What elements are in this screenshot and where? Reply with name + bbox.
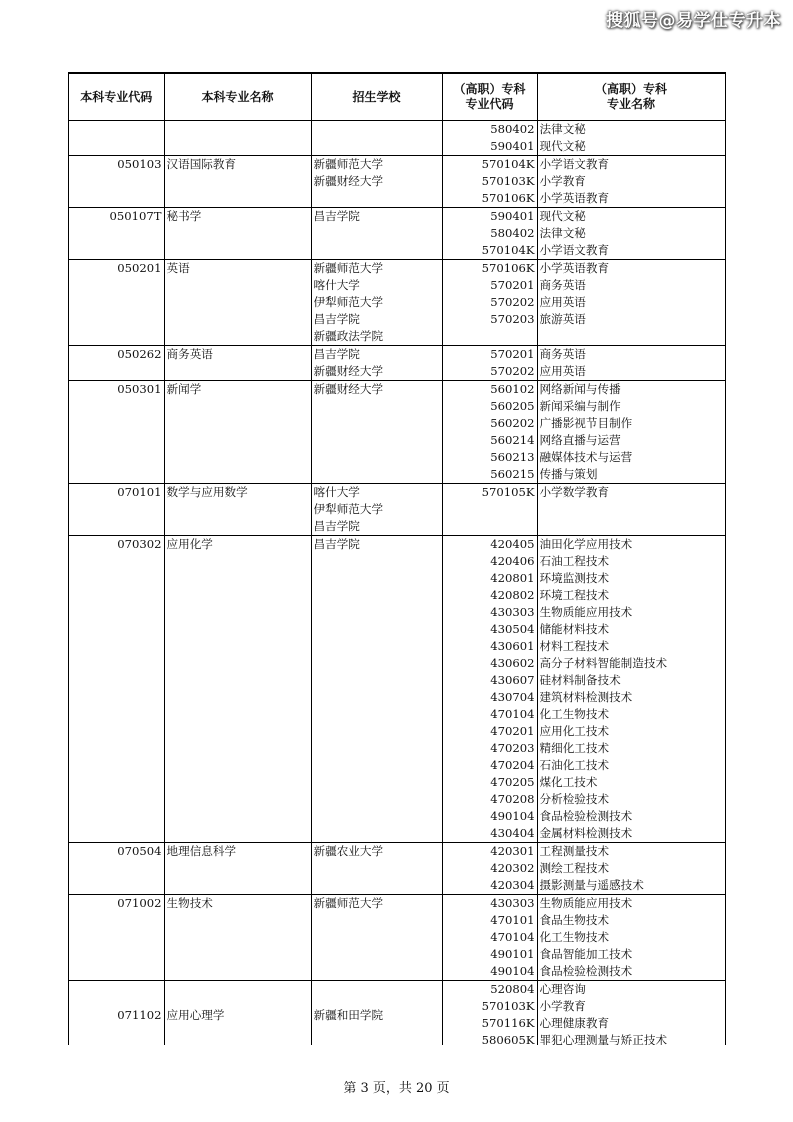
college-major-name: 融媒体技术与运营 xyxy=(539,450,633,464)
college-major-code: 560205 xyxy=(490,399,535,413)
school-name: 昌吉学院 xyxy=(313,209,360,223)
college-major-code: 490104 xyxy=(490,964,535,978)
school-cell xyxy=(311,121,442,156)
college-major-name: 现代文秘 xyxy=(539,209,586,223)
school-cell xyxy=(311,895,442,981)
undergrad-code-cell xyxy=(69,260,164,346)
college-major-code: 570202 xyxy=(490,295,535,309)
college-major-code: 420405 xyxy=(490,537,535,551)
school-name: 新疆财经大学 xyxy=(313,364,384,378)
school-name: 喀什大学 xyxy=(313,485,360,499)
college-major-name: 商务英语 xyxy=(539,347,586,361)
college-major-code: 470205 xyxy=(490,775,535,789)
school-cell xyxy=(311,346,442,381)
college-name-cell xyxy=(537,156,725,208)
school-name: 新疆农业大学 xyxy=(313,844,384,858)
college-major-name: 应用英语 xyxy=(539,364,586,378)
undergrad-name-cell xyxy=(164,121,311,156)
college-major-code: 570106K xyxy=(481,191,535,205)
college-major-code: 570201 xyxy=(490,278,535,292)
college-code-cell xyxy=(442,260,537,346)
college-major-name: 煤化工技术 xyxy=(539,775,598,789)
school-name: 昌吉学院 xyxy=(313,537,360,551)
header-college-name-line2: 专业名称 xyxy=(606,97,655,111)
college-major-code: 470204 xyxy=(490,758,535,772)
undergrad-name: 商务英语 xyxy=(166,347,213,361)
undergrad-code-cell xyxy=(69,981,164,1046)
college-major-name: 精细化工技术 xyxy=(539,741,610,755)
college-major-code: 580402 xyxy=(490,226,535,240)
college-major-code: 580605K xyxy=(481,1033,535,1045)
college-major-code: 430404 xyxy=(490,826,535,840)
undergrad-name-cell xyxy=(164,536,311,843)
college-major-code: 490101 xyxy=(490,947,535,961)
table-row xyxy=(69,260,725,346)
college-major-code: 580402 xyxy=(490,122,535,136)
school-cell xyxy=(311,156,442,208)
table-row xyxy=(69,208,725,260)
college-major-name: 石油化工技术 xyxy=(539,758,610,772)
school-name: 新疆师范大学 xyxy=(313,157,384,171)
undergrad-code: 050107T xyxy=(109,209,162,223)
school-cell xyxy=(311,981,442,1046)
college-major-name: 小学数学教育 xyxy=(539,485,610,499)
college-code-cell xyxy=(442,843,537,895)
undergrad-name-cell xyxy=(164,895,311,981)
school-cell xyxy=(311,208,442,260)
header-college-code-line1: （高职）专科 xyxy=(453,82,526,96)
college-major-name: 测绘工程技术 xyxy=(539,861,610,875)
college-major-name: 应用化工技术 xyxy=(539,724,610,738)
college-major-code: 570105K xyxy=(481,485,535,499)
undergrad-code-cell xyxy=(69,843,164,895)
college-major-code: 420802 xyxy=(490,588,535,602)
undergrad-code xyxy=(69,121,162,138)
college-major-code: 570103K xyxy=(481,174,535,188)
college-major-name: 小学语文教育 xyxy=(539,243,610,257)
undergrad-name: 秘书学 xyxy=(166,209,202,223)
college-major-name: 高分子材料智能制造技术 xyxy=(539,656,668,670)
college-major-name: 小学英语教育 xyxy=(539,261,610,275)
header-school: 招生学校 xyxy=(311,74,442,121)
school-name: 新疆政法学院 xyxy=(313,329,384,343)
page-footer: 第 3 页，共 20 页 xyxy=(343,1081,450,1096)
undergrad-name: 英语 xyxy=(166,261,190,275)
college-name-cell xyxy=(537,346,725,381)
table-row xyxy=(69,895,725,981)
header-undergrad-code: 本科专业代码 xyxy=(69,74,164,121)
undergrad-code-cell xyxy=(69,484,164,536)
table-header-row xyxy=(69,74,725,121)
college-major-code: 470104 xyxy=(490,930,535,944)
college-major-code: 430602 xyxy=(490,656,535,670)
college-major-name: 生物质能应用技术 xyxy=(539,896,633,910)
undergrad-code: 050301 xyxy=(117,382,162,396)
college-major-name: 油田化学应用技术 xyxy=(539,537,633,551)
college-major-name: 环境监测技术 xyxy=(539,571,610,585)
major-table-wrapper xyxy=(68,72,726,1045)
undergrad-code: 070504 xyxy=(117,844,162,858)
header-college-code xyxy=(442,74,537,121)
school-name: 伊犁师范大学 xyxy=(313,295,384,309)
college-major-code: 570203 xyxy=(490,312,535,326)
college-name-cell xyxy=(537,895,725,981)
school-cell xyxy=(311,536,442,843)
college-major-name: 食品生物技术 xyxy=(539,913,610,927)
undergrad-code-cell xyxy=(69,381,164,484)
table-row xyxy=(69,346,725,381)
college-major-name: 小学英语教育 xyxy=(539,191,610,205)
college-code-cell xyxy=(442,208,537,260)
school-name: 昌吉学院 xyxy=(313,347,360,361)
major-table xyxy=(69,73,726,1045)
table-row xyxy=(69,843,725,895)
undergrad-name: 汉语国际教育 xyxy=(166,157,237,171)
college-major-name: 石油工程技术 xyxy=(539,554,610,568)
college-major-name: 化工生物技术 xyxy=(539,930,610,944)
header-undergrad-name: 本科专业名称 xyxy=(164,74,311,121)
college-major-code: 590401 xyxy=(490,139,535,153)
undergrad-name-cell xyxy=(164,260,311,346)
college-major-code: 430303 xyxy=(490,605,535,619)
college-major-code: 420304 xyxy=(490,878,535,892)
undergrad-code: 050201 xyxy=(117,261,162,275)
undergrad-code-cell xyxy=(69,895,164,981)
undergrad-code-cell xyxy=(69,346,164,381)
undergrad-code: 071002 xyxy=(117,896,162,910)
college-major-code: 570201 xyxy=(490,347,535,361)
college-major-code: 570104K xyxy=(481,157,535,171)
undergrad-name-cell xyxy=(164,484,311,536)
school-name: 喀什大学 xyxy=(313,278,360,292)
college-major-code: 420302 xyxy=(490,861,535,875)
school-name: 新疆和田学院 xyxy=(313,1007,384,1022)
college-major-code: 470101 xyxy=(490,913,535,927)
college-major-code: 570106K xyxy=(481,261,535,275)
college-name-cell xyxy=(537,843,725,895)
college-code-cell xyxy=(442,346,537,381)
college-major-code: 560102 xyxy=(490,382,535,396)
undergrad-name-cell xyxy=(164,381,311,484)
college-major-name: 旅游英语 xyxy=(539,312,586,326)
college-major-name: 小学语文教育 xyxy=(539,157,610,171)
school-cell xyxy=(311,260,442,346)
table-body xyxy=(69,121,725,1046)
college-major-code: 570116K xyxy=(481,1016,535,1030)
undergrad-code-cell xyxy=(69,121,164,156)
college-major-code: 420801 xyxy=(490,571,535,585)
college-major-name: 心理健康教育 xyxy=(539,1016,610,1030)
college-major-code: 430504 xyxy=(490,622,535,636)
college-major-name: 建筑材料检测技术 xyxy=(539,690,633,704)
undergrad-code-cell xyxy=(69,536,164,843)
undergrad-name: 地理信息科学 xyxy=(166,844,237,858)
college-major-code: 420406 xyxy=(490,554,535,568)
undergrad-name-cell xyxy=(164,346,311,381)
undergrad-name-cell xyxy=(164,981,311,1046)
college-major-name: 硅材料制备技术 xyxy=(539,673,621,687)
college-major-code: 470201 xyxy=(490,724,535,738)
college-major-code: 570103K xyxy=(481,999,535,1013)
school-cell xyxy=(311,381,442,484)
college-major-code: 560213 xyxy=(490,450,535,464)
undergrad-name: 生物技术 xyxy=(166,896,213,910)
watermark-text: 搜狐号@易学仕专升本 xyxy=(606,11,781,31)
college-name-cell xyxy=(537,260,725,346)
college-code-cell xyxy=(442,156,537,208)
college-code-cell xyxy=(442,121,537,156)
college-code-cell xyxy=(442,895,537,981)
college-major-code: 430601 xyxy=(490,639,535,653)
college-major-name: 网络直播与运营 xyxy=(539,433,621,447)
school-name: 新疆财经大学 xyxy=(313,382,384,396)
undergrad-code: 071102 xyxy=(117,1007,162,1022)
header-college-name xyxy=(537,74,725,121)
undergrad-name-cell xyxy=(164,208,311,260)
college-major-name: 食品智能加工技术 xyxy=(539,947,633,961)
college-major-name: 环境工程技术 xyxy=(539,588,610,602)
undergrad-code: 050103 xyxy=(117,157,162,171)
college-major-name: 新闻采编与制作 xyxy=(539,399,621,413)
table-row xyxy=(69,536,725,843)
college-major-name: 化工生物技术 xyxy=(539,707,610,721)
college-major-name: 生物质能应用技术 xyxy=(539,605,633,619)
college-name-cell xyxy=(537,981,725,1046)
header-college-name-line1: （高职）专科 xyxy=(594,82,667,96)
college-name-cell xyxy=(537,536,725,843)
college-major-name: 小学教育 xyxy=(539,999,586,1013)
college-major-code: 430704 xyxy=(490,690,535,704)
header-college-code-line2: 专业代码 xyxy=(465,97,514,111)
school-name: 新疆师范大学 xyxy=(313,896,384,910)
college-major-code: 520804 xyxy=(490,982,535,996)
college-name-cell xyxy=(537,381,725,484)
school-cell xyxy=(311,843,442,895)
table-row xyxy=(69,381,725,484)
college-major-code: 560202 xyxy=(490,416,535,430)
table-row xyxy=(69,981,725,1046)
college-major-name: 应用英语 xyxy=(539,295,586,309)
college-major-name: 食品检验检测技术 xyxy=(539,809,633,823)
undergrad-name-cell xyxy=(164,156,311,208)
college-major-name: 金属材料检测技术 xyxy=(539,826,633,840)
college-major-code: 560214 xyxy=(490,433,535,447)
college-major-code: 470208 xyxy=(490,792,535,806)
undergrad-code-cell xyxy=(69,156,164,208)
college-major-name: 工程测量技术 xyxy=(539,844,610,858)
undergrad-code: 050262 xyxy=(117,347,162,361)
college-major-name: 法律文秘 xyxy=(539,226,586,240)
college-major-name: 食品检验检测技术 xyxy=(539,964,633,978)
school-name: 新疆师范大学 xyxy=(313,261,384,275)
college-major-code: 590401 xyxy=(490,209,535,223)
college-major-name: 传播与策划 xyxy=(539,467,598,481)
college-major-code: 470104 xyxy=(490,707,535,721)
college-major-name: 法律文秘 xyxy=(539,122,586,136)
college-name-cell xyxy=(537,121,725,156)
college-major-name: 储能材料技术 xyxy=(539,622,610,636)
school-name: 昌吉学院 xyxy=(313,312,360,326)
college-major-name: 小学教育 xyxy=(539,174,586,188)
college-major-name: 罪犯心理测量与矫正技术 xyxy=(539,1033,668,1045)
undergrad-name-cell xyxy=(164,843,311,895)
college-major-name: 网络新闻与传播 xyxy=(539,382,621,396)
undergrad-name: 应用化学 xyxy=(166,537,213,551)
college-code-cell xyxy=(442,381,537,484)
college-major-code: 470203 xyxy=(490,741,535,755)
college-major-name: 心理咨询 xyxy=(539,982,586,996)
college-major-code: 570202 xyxy=(490,364,535,378)
table-row xyxy=(69,121,725,156)
undergrad-name: 应用心理学 xyxy=(166,1007,225,1022)
undergrad-name: 数学与应用数学 xyxy=(166,485,248,499)
college-name-cell xyxy=(537,208,725,260)
school-name: 新疆财经大学 xyxy=(313,174,384,188)
college-major-code: 570104K xyxy=(481,243,535,257)
college-major-code: 420301 xyxy=(490,844,535,858)
undergrad-code: 070302 xyxy=(117,537,162,551)
undergrad-code-cell xyxy=(69,208,164,260)
college-major-name: 摄影测量与遥感技术 xyxy=(539,878,644,892)
college-major-code: 560215 xyxy=(490,467,535,481)
school-cell xyxy=(311,484,442,536)
college-name-cell xyxy=(537,484,725,536)
undergrad-name: 新闻学 xyxy=(166,382,202,396)
table-row xyxy=(69,156,725,208)
school-name: 昌吉学院 xyxy=(313,519,360,533)
college-major-name: 现代文秘 xyxy=(539,139,586,153)
college-major-name: 材料工程技术 xyxy=(539,639,610,653)
undergrad-code: 070101 xyxy=(117,485,162,499)
college-major-name: 商务英语 xyxy=(539,278,586,292)
college-code-cell xyxy=(442,536,537,843)
college-major-code: 430607 xyxy=(490,673,535,687)
college-major-name: 分析检验技术 xyxy=(539,792,610,806)
college-major-code: 430303 xyxy=(490,896,535,910)
school-name: 伊犁师范大学 xyxy=(313,502,384,516)
undergrad-name xyxy=(167,121,311,138)
college-major-code: 490104 xyxy=(490,809,535,823)
college-code-cell xyxy=(442,981,537,1046)
table-row xyxy=(69,484,725,536)
college-code-cell xyxy=(442,484,537,536)
college-major-name: 广播影视节目制作 xyxy=(539,416,633,430)
